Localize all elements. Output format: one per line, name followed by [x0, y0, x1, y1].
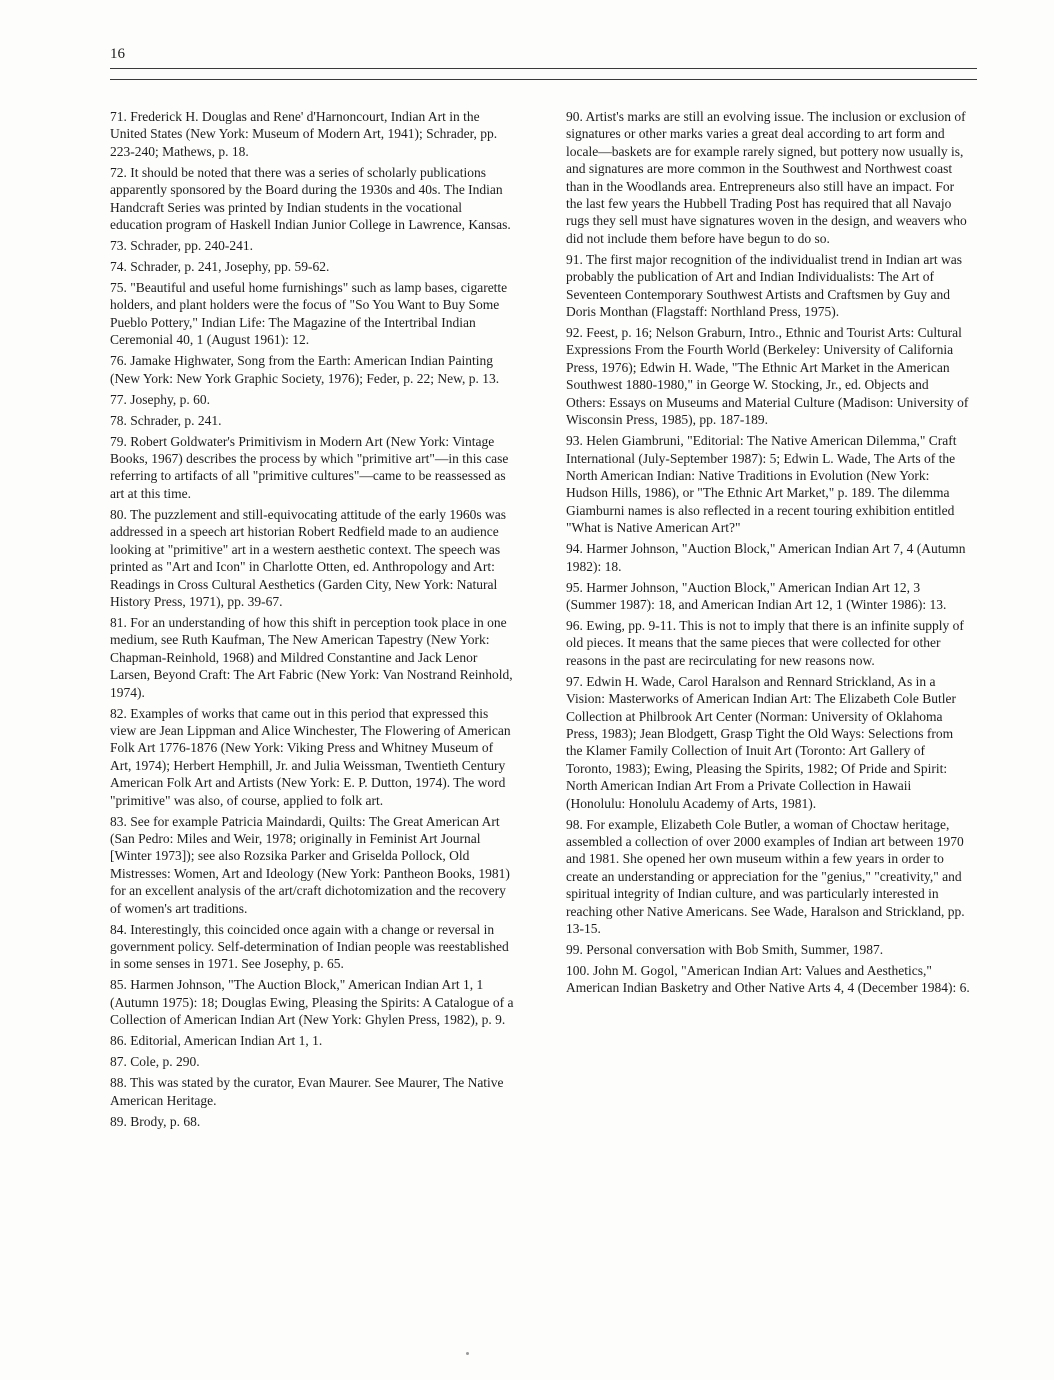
footnote-98: 98. For example, Elizabeth Cole Butler, a woman of Choctaw heritage, assembled a collection of over 2000 examples of Indian art between 1970 and 1981. She opened her own museum within a few years in order to create an understanding or appreciation for the "genius," "creativity," and spiritual integrity of Indian culture, and was particularly interested in reaching other Native Americans. See Wade, Haralson and Strickland, pp. 13-15. — [566, 816, 965, 937]
footnote-80: 80. The puzzlement and still-equivocating attitude of the early 1960s was addressed in a speech art historian Robert Redfield made to an audience looking at "primitive" art in a western aesthetic context. The speech was printed as "Art and Icon" in Charlotte Otten, ed. Anthropology and Art: Readings in Cross Cultural Aesthetics (Garden City, New York: Natural History Press, 1971), pp. 39-67. — [110, 506, 507, 609]
footnote-81: 81. For an understanding of how this shift in perception took place in one medium, see Ruth Kaufman, The New American Tapestry (New York: Chapman-Reinhold, 1968) and Mildred Constantine and Jack Lenor Larsen, Beyond Craft: The Art Fabric (New York: Van Nostrand Reinhold, 1974). — [110, 614, 513, 700]
header-rule-bottom — [110, 79, 977, 80]
footnote-76: 76. Jamake Highwater, Song from the Earth: American Indian Painting (New York: New York Graphic Society, 1976); Feder, p. 22; New, p. 13. — [110, 353, 500, 386]
footnote-79: 79. Robert Goldwater's Primitivism in Modern Art (New York: Vintage Books, 1967) describes the process by which "primitive art"—in this case referring to artifacts of all "primitive cultures"—came to be reassessed as art at this time. — [110, 433, 509, 501]
footnote-82: 82. Examples of works that came out in this period that expressed this view are Jean Lippman and Alice Winchester, The Flowering of American Folk Art 1776-1876 (New York: Viking Press and Whitney Museum of Art, 1974); Herbert Hemphill, Jr. and Julia Weissman, Twentieth Century American Folk Art and Artists (New York: E. P. Dutton, 1974). The word "primitive" was also, of course, applied to folk art. — [110, 705, 511, 808]
footnote-97: 97. Edwin H. Wade, Carol Haralson and Rennard Strickland, As in a Vision: Masterworks of American Indian Art: The Elizabeth Cole Butler Collection at Philbrook Art Center (Norman: University of Oklahoma Press, 1983); Jean Blodgett, Grasp Tight the Old Ways: Selections from the Klamer Family Collection of Inuit Art (Toronto: Art Gallery of Toronto, 1983); Ewing, Pleasing the Spirits, 1982; Of Pride and Spirit: North American Indian Art From a Private Collection in Hawaii (Honolulu: Honolulu Academy of Arts, 1981). — [566, 673, 956, 811]
footnote-77: 77. Josephy, p. 60. — [110, 391, 210, 407]
footnote-100: 100. John M. Gogol, "American Indian Art: Values and Aesthetics," American Indian Basketry and Other Native Arts 4, 4 (December 1984): 6. — [566, 963, 970, 996]
footnote-92: 92. Feest, p. 16; Nelson Graburn, Intro., Ethnic and Tourist Arts: Cultural Expressions From the Fourth World (Berkeley: University of California Press, 1976); Edwin H. Wade, "The Ethnic Art Market in the American Southwest 1880-1980," in George W. Stocking, Jr., ed. Objects and Others: Essays on Museums and Material Culture (Madison: University of Wisconsin Press, 1985), pp. 187-189. — [566, 325, 969, 428]
footnote-87: 87. Cole, p. 290. — [110, 1054, 200, 1070]
footnote-91: 91. The first major recognition of the individualist trend in Indian art was probably the publication of Art and Indian Individualists: The Art of Seventeen Contemporary Southwest Artists and Craftsmen by Guy and Doris Monthan (Flagstaff: Northland Press, 1975). — [566, 251, 963, 320]
footnote-95: 95. Harmer Johnson, "Auction Block," American Indian Art 12, 3 (Summer 1987): 18, and American Indian Art 12, 1 (Winter 1986): 13. — [566, 579, 947, 612]
footnote-99: 99. Personal conversation with Bob Smith, Summer, 1987. — [566, 942, 884, 958]
page-number: 16 — [110, 46, 125, 62]
footnote-72: 72. It should be noted that there was a series of scholarly publications apparently sponsored by the Board during the 1930s and 40s. The Indian Handcraft Series was printed by Indian students in the vocational education program of Haskell Indian Junior College in Lawrence, Kansas. — [110, 164, 511, 233]
footnote-78: 78. Schrader, p. 241. — [110, 412, 222, 428]
footnote-84: 84. Interestingly, this coincided once again with a change or reversal in government policy. Self-determination of Indian people was reestablished in some senses in 1971. See Josephy, p. 65. — [110, 921, 509, 972]
scan-speck — [466, 1352, 469, 1355]
footnote-75: 75. "Beautiful and useful home furnishings" such as lamp bases, cigarette holders, and plant holders were the focus of "So You Want to Buy Some Pueblo Pottery," Indian Life: The Magazine of the Intertribal Indian Ceremonial 40, 1 (August 1961): 12. — [110, 280, 508, 348]
footnote-89: 89. Brody, p. 68. — [110, 1113, 201, 1129]
header-rule-top — [110, 68, 977, 69]
footnote-94: 94. Harmer Johnson, "Auction Block," American Indian Art 7, 4 (Autumn 1982): 18. — [566, 541, 966, 574]
footnote-73: 73. Schrader, pp. 240-241. — [110, 238, 254, 254]
footnotes-left-column — [110, 108, 514, 1134]
footnote-85: 85. Harmen Johnson, "The Auction Block," American Indian Art 1, 1 (Autumn 1975): 18; Douglas Ewing, Pleasing the Spirits: A Catalogue of a Collection of American Indian Art (New York: Ghylen Press, 1982), p. 9. — [110, 977, 514, 1028]
footnote-96: 96. Ewing, pp. 9-11. This is not to imply that there is an infinite supply of old pieces. It means that the same pieces that were collected for other reasons in the past are recirculating for new reasons now. — [566, 617, 964, 668]
footnote-83: 83. See for example Patricia Maindardi, Quilts: The Great American Art (San Pedro: Miles and Weir, 1978; originally in Feminist Art Journal [Winter 1973]); see also Rozsika Parker and Griselda Pollock, Old Mistresses: Women, Art and Ideology (New York: Pantheon Books, 1981) for an excellent analysis of the art/craft dichotomization and the recovery of women's art traditions. — [110, 813, 510, 916]
footnote-88: 88. This was stated by the curator, Evan Maurer. See Maurer, The Native American Heritage. — [110, 1075, 504, 1108]
footnote-74: 74. Schrader, p. 241, Josephy, pp. 59-62. — [110, 259, 330, 275]
footnote-71: 71. Frederick H. Douglas and Rene' d'Harnoncourt, Indian Art in the United States (New York: Museum of Modern Art, 1941); Schrader, pp. 223-240; Mathews, p. 18. — [110, 109, 498, 159]
footnote-86: 86. Editorial, American Indian Art 1, 1. — [110, 1033, 323, 1049]
footnotes-right-column — [566, 108, 970, 1000]
footnote-93: 93. Helen Giambruni, "Editorial: The Native American Dilemma," Craft International (July-September 1987): 5; Edwin L. Wade, The Arts of the North American Indian: Native Traditions in Evolution (New York: Hudson Hills, 1986), or "The Ethnic Art Market," p. 189. The dilemma Giamburni names is also reflected in a recent touring exhibition entitled "What is Native American Art?" — [566, 433, 957, 536]
footnote-90: 90. Artist's marks are still an evolving issue. The inclusion or exclusion of signatures or other marks varies a great deal according to art form and locale—baskets are for example rarely signed, but pottery now usually is, and signatures are more common in the Southwest and Northwest coast than in the Woodlands area. Entrepreneurs also still have an impact. For the last few years the Hubbell Trading Post has required that all Navajo rugs they sell must have signatures woven in the design, and weavers who did not include them before have begun to do so. — [566, 109, 967, 246]
